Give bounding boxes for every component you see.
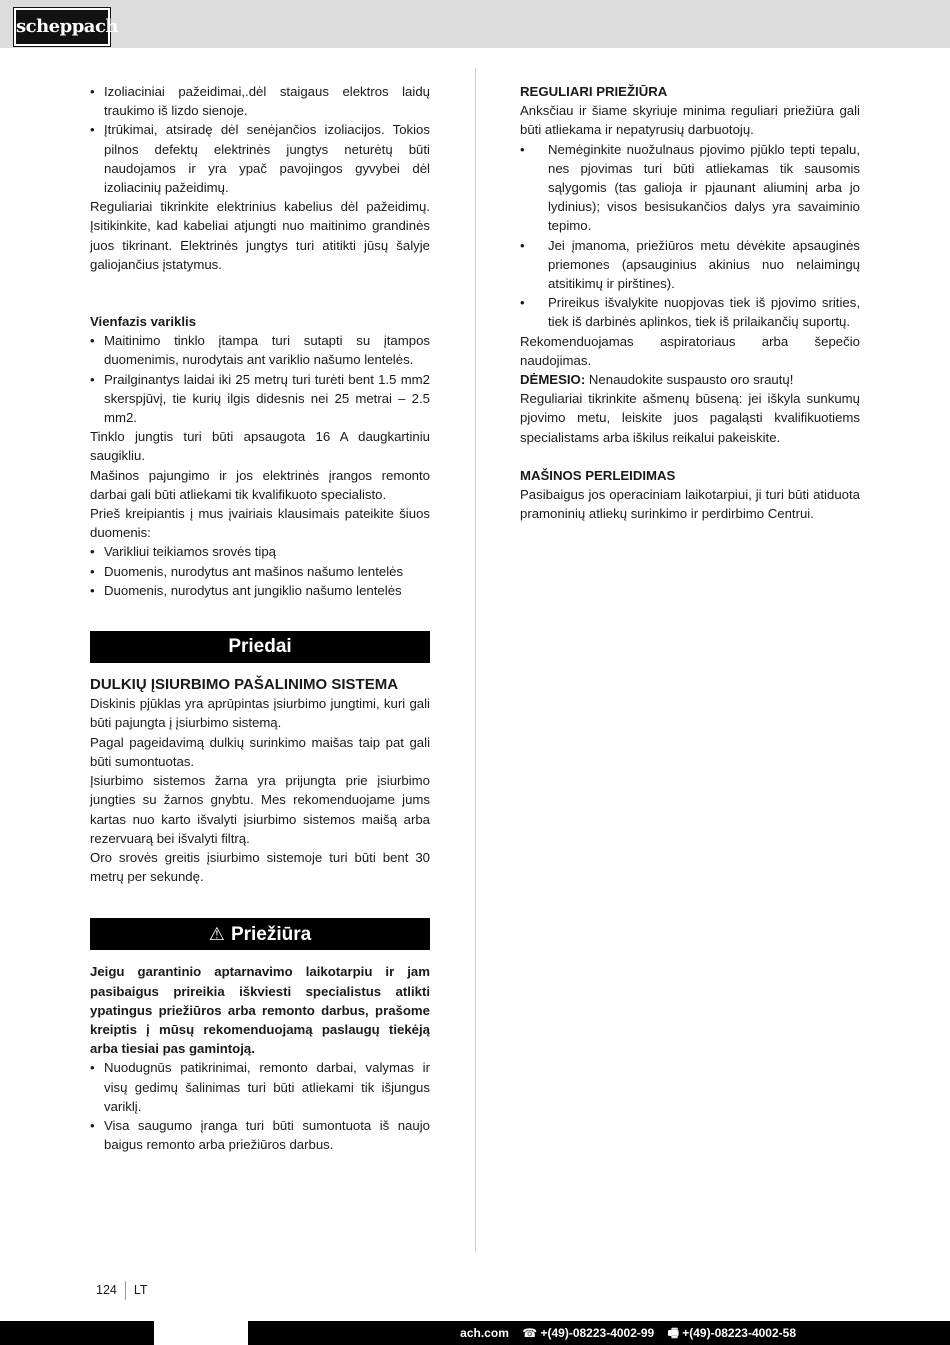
list-item: • Visa saugumo įranga turi būti sumontuota iš naujo baigus remonto arba priežiūros darbus. bbox=[90, 1116, 430, 1154]
page-footer bbox=[96, 1281, 148, 1300]
column-divider bbox=[475, 68, 476, 1253]
inquiry-data-bullets bbox=[90, 542, 430, 600]
right-column bbox=[520, 82, 860, 523]
blade-check-paragraph: Reguliariai tikrinkite ašmenų būseną: jei iškyla sunkumų pjovimo metu, leiskite juos pagaląsti kvalifikuotiems specialistams arba iškilus reikalui pakeiskite. bbox=[520, 391, 860, 445]
attention-text: Nenaudokite suspausto oro srautų! bbox=[585, 372, 794, 388]
regular-maintenance-intro: Anksčiau ir šiame skyriuje minima reguliari priežiūra gali būti atliekama ir nepatyrusių darbuotojų. bbox=[520, 103, 860, 138]
list-item: • Izoliaciniai pažeidimai,.dėl staigaus elektros laidų traukimo iš lizdo sienoje. bbox=[90, 82, 430, 120]
warning-triangle-icon: ⚠ bbox=[208, 924, 225, 945]
contact-bar bbox=[0, 1321, 950, 1345]
website-text: ach.com bbox=[460, 1326, 509, 1340]
contact-bar-gap bbox=[154, 1321, 248, 1345]
aspirator-paragraph: Rekomenduojamas aspiratoriaus arba šepečio naudojimas. bbox=[520, 333, 860, 368]
maintenance-bullets bbox=[90, 1058, 430, 1154]
maintenance-service-paragraph: Jeigu garantinio aptarnavimo laikotarpiu ir jam pasibaigus prireikia iškviesti specialistus atlikti ypatingus priežiūros arba remonto darbus, prašome kreiptis į mūsų rekomenduojamą paslaugų tiekėją arba tiesiai pas gamintoją. bbox=[90, 964, 430, 1057]
maintenance-section-band bbox=[90, 918, 430, 950]
maintenance-band-title: Priežiūra bbox=[230, 924, 312, 946]
list-item: • Nuodugnūs patikrinimai, remonto darbai, valymas ir visų gedimų šalinimas turi būti atliekami tik išjungus variklį. bbox=[90, 1058, 430, 1116]
page-number: 124 bbox=[96, 1281, 126, 1300]
accessories-section-band: Priedai bbox=[90, 631, 430, 663]
list-item: • Jei įmanoma, priežiūros metu dėvėkite apsauginės priemones (apsauginius akinius nuo nelaimingų atsitikimų ir pirštines). bbox=[520, 236, 860, 294]
dust-extraction-heading: DULKIŲ ĮSIURBIMO PAŠALINIMO SISTEMA bbox=[90, 676, 399, 694]
single-phase-motor-heading: Vienfazis variklis bbox=[90, 314, 197, 330]
list-item: • Prireikus išvalykite nuopjovas tiek iš pjovimo srities, tiek iš darbinės aplinkos, tiek iš prilaikančių suportų. bbox=[520, 293, 860, 331]
dust-paragraph: Diskinis pjūklas yra aprūpintas įsiurbimo jungtimi, kuri gali būti pajungta į įsiurbimo sistemą. bbox=[90, 696, 430, 731]
left-column bbox=[90, 82, 430, 1154]
inquiry-paragraph: Prieš kreipiantis į mus įvairiais klausimais pateikite šiuos duomenis: bbox=[90, 506, 430, 541]
phone-text: ☎ +(49)-08223-4002-99 bbox=[522, 1326, 655, 1340]
list-item: • Duomenis, nurodytus ant jungiklio našumo lentelės bbox=[90, 581, 430, 600]
list-item: • Nemėginkite nuožulnaus pjovimo pjūklo tepti tepalu, nes pjovimas turi būti atliekamas tik sausomis sąlygomis (tas galioja ir pjaunant aliuminį arba jo lydinius); visos besisukančios dalys yra savaiminio tepimo. bbox=[520, 140, 860, 236]
dust-paragraph: Pagal pageidavimą dulkių surinkimo maišas taip pat gali būti sumontuotas. bbox=[90, 734, 430, 769]
scheppach-logo: scheppach bbox=[14, 8, 110, 46]
contact-info bbox=[450, 1321, 796, 1345]
language-code: LT bbox=[133, 1283, 148, 1297]
dust-paragraph: Oro srovės greitis įsiurbimo sistemoje turi būti bent 30 metrų per sekundę. bbox=[90, 849, 430, 885]
attention-label: DĖMESIO: bbox=[520, 372, 586, 388]
specialist-paragraph: Mašinos pajungimo ir jos elektrinės įrangos remonto darbai gali būti atliekami tik kvalifikuoto specialisto. bbox=[90, 467, 430, 502]
list-item: • Įtrūkimai, atsiradę dėl senėjančios izoliacijos. Tokios pilnos defektų elektrinės jungtys neturėtų būti naudojamos ir yra ypač pavojingos gyvybei dėl izoliacinių pažeidimų. bbox=[90, 120, 430, 197]
list-item: • Maitinimo tinklo įtampa turi sutapti su įtampos duomenimis, nurodytais ant variklio našumo lentelės. bbox=[90, 331, 430, 369]
list-item: • Varikliui teikiamos srovės tipą bbox=[90, 542, 430, 561]
cable-check-paragraph: Reguliariai tikrinkite elektrinius kabelius dėl pažeidimų. Įsitikinkite, kad kabeliai atjungti nuo maitinimo grandinės juos tikrinant. Elektrinės jungtys turi atitikti jūsų šalyje galiojančius įstatymus. bbox=[90, 199, 430, 272]
fuse-paragraph: Tinklo jungtis turi būti apsaugota 16 A daugkartiniu saugikliu. bbox=[90, 429, 430, 464]
insulation-bullets bbox=[90, 82, 430, 197]
regular-maintenance-bullets bbox=[520, 140, 860, 332]
motor-bullets bbox=[90, 331, 430, 427]
machine-transfer-heading: MAŠINOS PERLEIDIMAS bbox=[520, 467, 676, 483]
fax-text: 🖷 +(49)-08223-4002-58 bbox=[667, 1326, 796, 1340]
dust-paragraph: Įsiurbimo sistemos žarna yra prijungta prie įsiurbimo jungties su žarnos gnybtu. Mes rekomenduojame jums kartas nuo karto išvalyti įsiurbimo sistemos maišą arba rezervuarą bei išvalyti filtrą. bbox=[90, 773, 430, 846]
machine-transfer-paragraph: Pasibaigus jos operaciniam laikotarpiui, ji turi būti atiduota pramoninių atliekų surinkimo ir perdirbimo Centrui. bbox=[520, 487, 860, 522]
regular-maintenance-heading: REGULIARI PRIEŽIŪRA bbox=[520, 84, 668, 99]
list-item: • Prailginantys laidai iki 25 metrų turi turėti bent 1.5 mm2 skerspjūvį, tie kurių ilgis didesnis nei 25 metrai – 2.5 mm2. bbox=[90, 370, 430, 428]
top-header-bar bbox=[0, 0, 950, 48]
list-item: • Duomenis, nurodytus ant mašinos našumo lentelės bbox=[90, 562, 430, 581]
attention-paragraph bbox=[520, 370, 860, 389]
